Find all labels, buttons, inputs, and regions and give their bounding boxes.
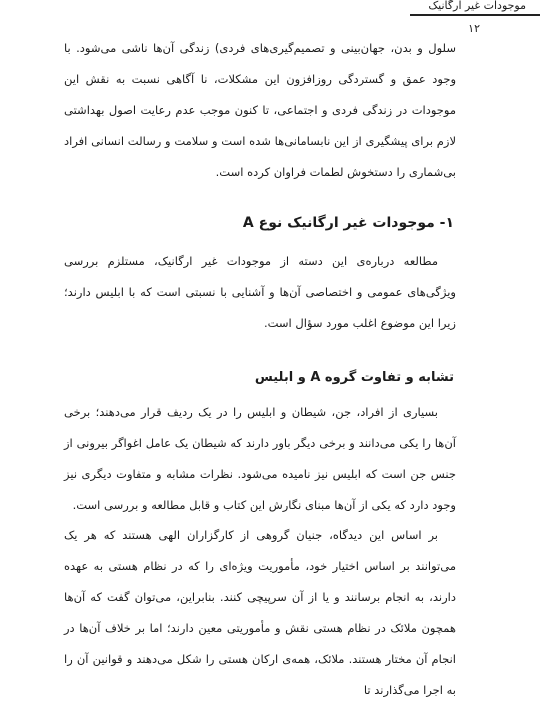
paragraph-intro-continuation: سلول و بدن، جهان‌بینی و تصمیم‌گیری‌های فردی) زندگی آن‌ها ناشی می‌شود. با وجود عمق و گستردگی روزافزون این مشکلات، نا آگاهی نسبت به نقش این موجودات در زندگی فردی و اجتماعی، تا کنون موجب عدم رعایت اصول بهداشتی لازم برای پیشگیری از این نابسامانی‌ها شده است و سلامت و رسالت انسانی افراد بی‌شماری را دستخوش لطمات فراوان کرده است. <box>64 41 456 179</box>
paragraph-common-views: بسیاری از افراد، جن، شیطان و ابلیس را در یک ردیف قرار می‌دهند؛ برخی آن‌ها را یکی می‌دانند و برخی دیگر باور دارند که شیطان یک عامل اغواگر بیرونی از جنس جن است که ابلیس نیز نامیده می‌شود. نظرات مشابه و متفاوت دیگری نیز وجود دارد که یکی از آن‌ها مبنای نگارش این کتاب و قابل مطالعه و بررسی است. <box>64 405 456 512</box>
subsection-heading-group-a-iblis: تشابه و تفاوت گروه A و ابلیس <box>254 370 454 385</box>
running-header: موجودات غیر ارگانیک <box>410 0 540 16</box>
paragraph-type-a-intro: مطالعه درباره‌ی این دسته از موجودات غیر ارگانیک، مستلزم بررسی ویژگی‌های عمومی و اختصاصی آن‌ها و آشنایی با نسبتی است که با ابلیس دارند؛ زیرا این موضوع اغلب مورد سؤال است. <box>64 254 456 330</box>
page-number: ۱۲ <box>468 22 480 35</box>
section-heading-type-a: ۱- موجودات غیر ارگانیک نوع A <box>242 215 454 231</box>
paragraph-jinn-viewpoint: بر اساس این دیدگاه، جنیان گروهی از کارگزاران الهی هستند که هر یک می‌توانند بر اساس اختیار خود، مأموریت ویژه‌ای را که در نظام هستی به عهده دارند، به انجام برسانند و یا از آن سرپیچی کنند. بنابراین، می‌توان گفت که آن‌ها همچون ملائک در نظام هستی نقش و مأموریتی معین دارند؛ اما بر خلاف آن‌ها در انجام آن مختار هستند. ملائک، همه‌ی ارکان هستی را شکل می‌دهند و قوانین آن را به اجرا می‌گذارند تا <box>64 528 456 697</box>
